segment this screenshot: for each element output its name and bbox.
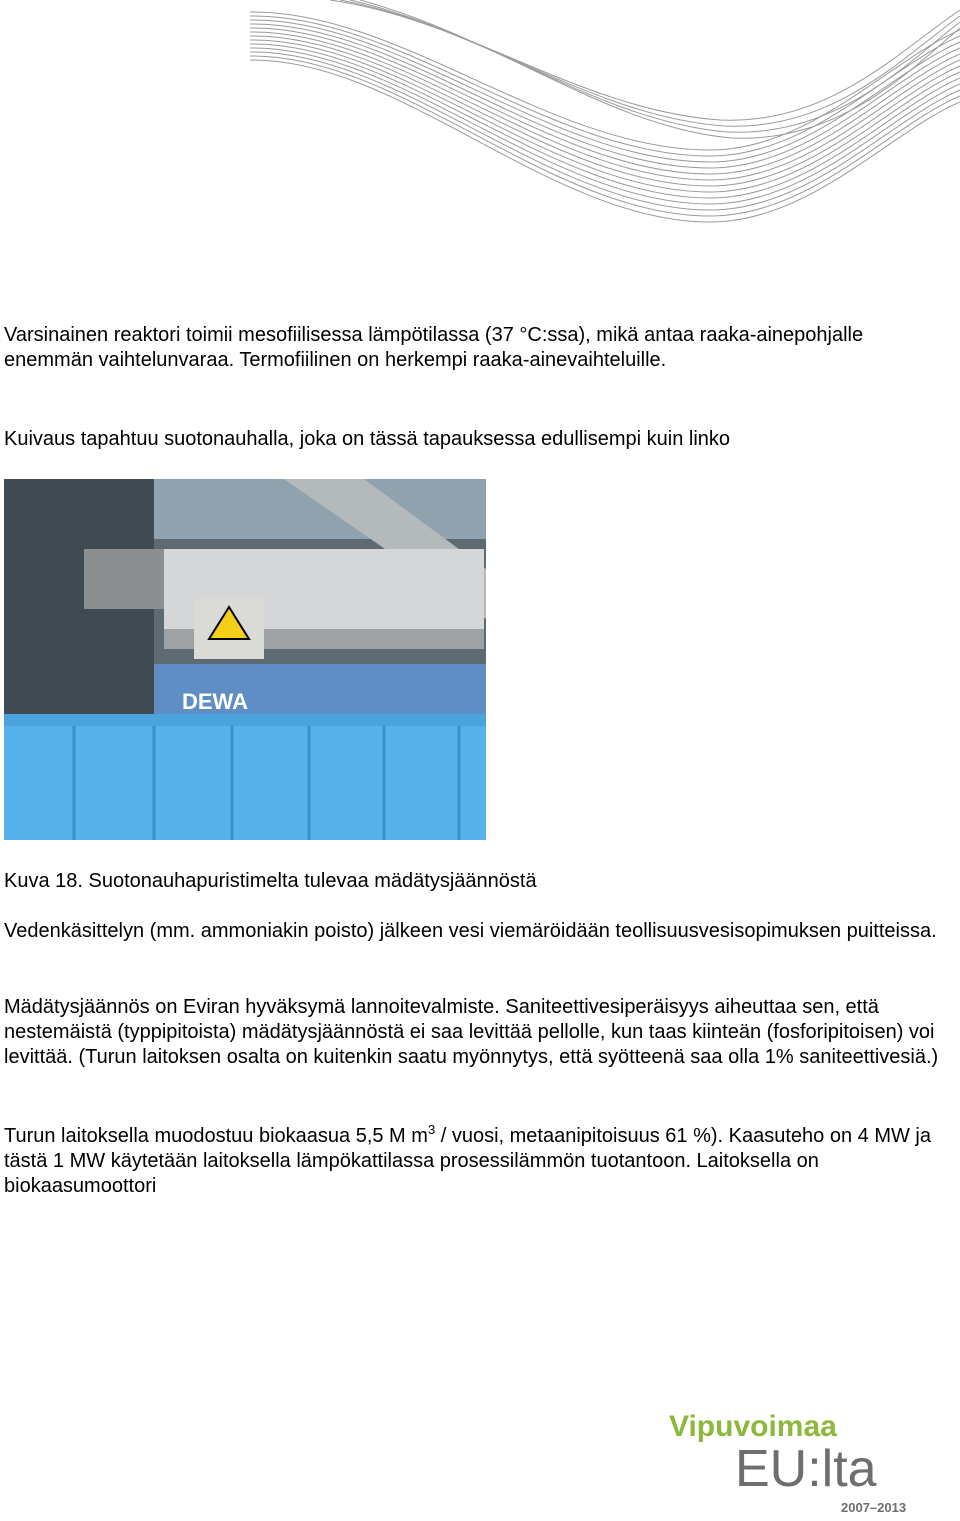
- logo-line1: Vipuvoimaa: [669, 1410, 837, 1443]
- paragraph-reactor: Varsinainen reaktori toimii mesofiilisessa lämpötilassa (37 °C:ssa), mikä antaa raaka-ainepohjalle enemmän vaihtelunvaraa. Termofiilinen on herkempi raaka-ainevaihteluille.: [4, 324, 864, 371]
- paragraph-drying: Kuivaus tapahtuu suotonauhalla, joka on tässä tapauksessa edullisempi kuin linko: [4, 428, 731, 450]
- biogas-text-end: / vuosi, metaanipitoisuus 61 %). Kaasuteho on 4 MW ja tästä 1 MW käytetään laitoksella lämpökattilassa prosessilämmön tuotantoon. Laitoksella on biokaasumoottori: [4, 1125, 931, 1197]
- biogas-text-start: Turun laitoksella muodostuu biokaasua 5,5 M m: [4, 1125, 428, 1147]
- decorative-wave-lines: [250, 0, 960, 240]
- logo-years: 2007–2013: [841, 1500, 907, 1515]
- paragraph-water: Vedenkäsittelyn (mm. ammoniakin poisto) jälkeen vesi viemäröidään teollisuusvesisopimuksen puitteissa.: [4, 920, 937, 942]
- figure-caption: Kuva 18. Suotonauhapuristimelta tulevaa mädätysjäännöstä: [4, 870, 537, 892]
- paragraph-biogas: [4, 1124, 954, 1199]
- paragraph-digestate: Mädätysjäännös on Eviran hyväksymä lannoitevalmiste. Saniteettivesiperäisyys aiheuttaa sen, että nestemäistä (typpipitoista) mädätysjäännöstä ei saa levittää pellolle, kun taas kiinteän (fosforipitoisen) voi levittää. (Turun laitoksen osalta on kuitenkin saatu myönnytys, että syötteenä saa olla 1% saniteettivesiä.): [4, 996, 939, 1068]
- superscript-3: 3: [427, 1122, 436, 1137]
- vipuvoimaa-eu-logo: [665, 1400, 925, 1520]
- logo-line2: EU:lta: [735, 1440, 877, 1498]
- machine-label: DEWA: [182, 689, 248, 714]
- belt-press-photo: [4, 479, 486, 840]
